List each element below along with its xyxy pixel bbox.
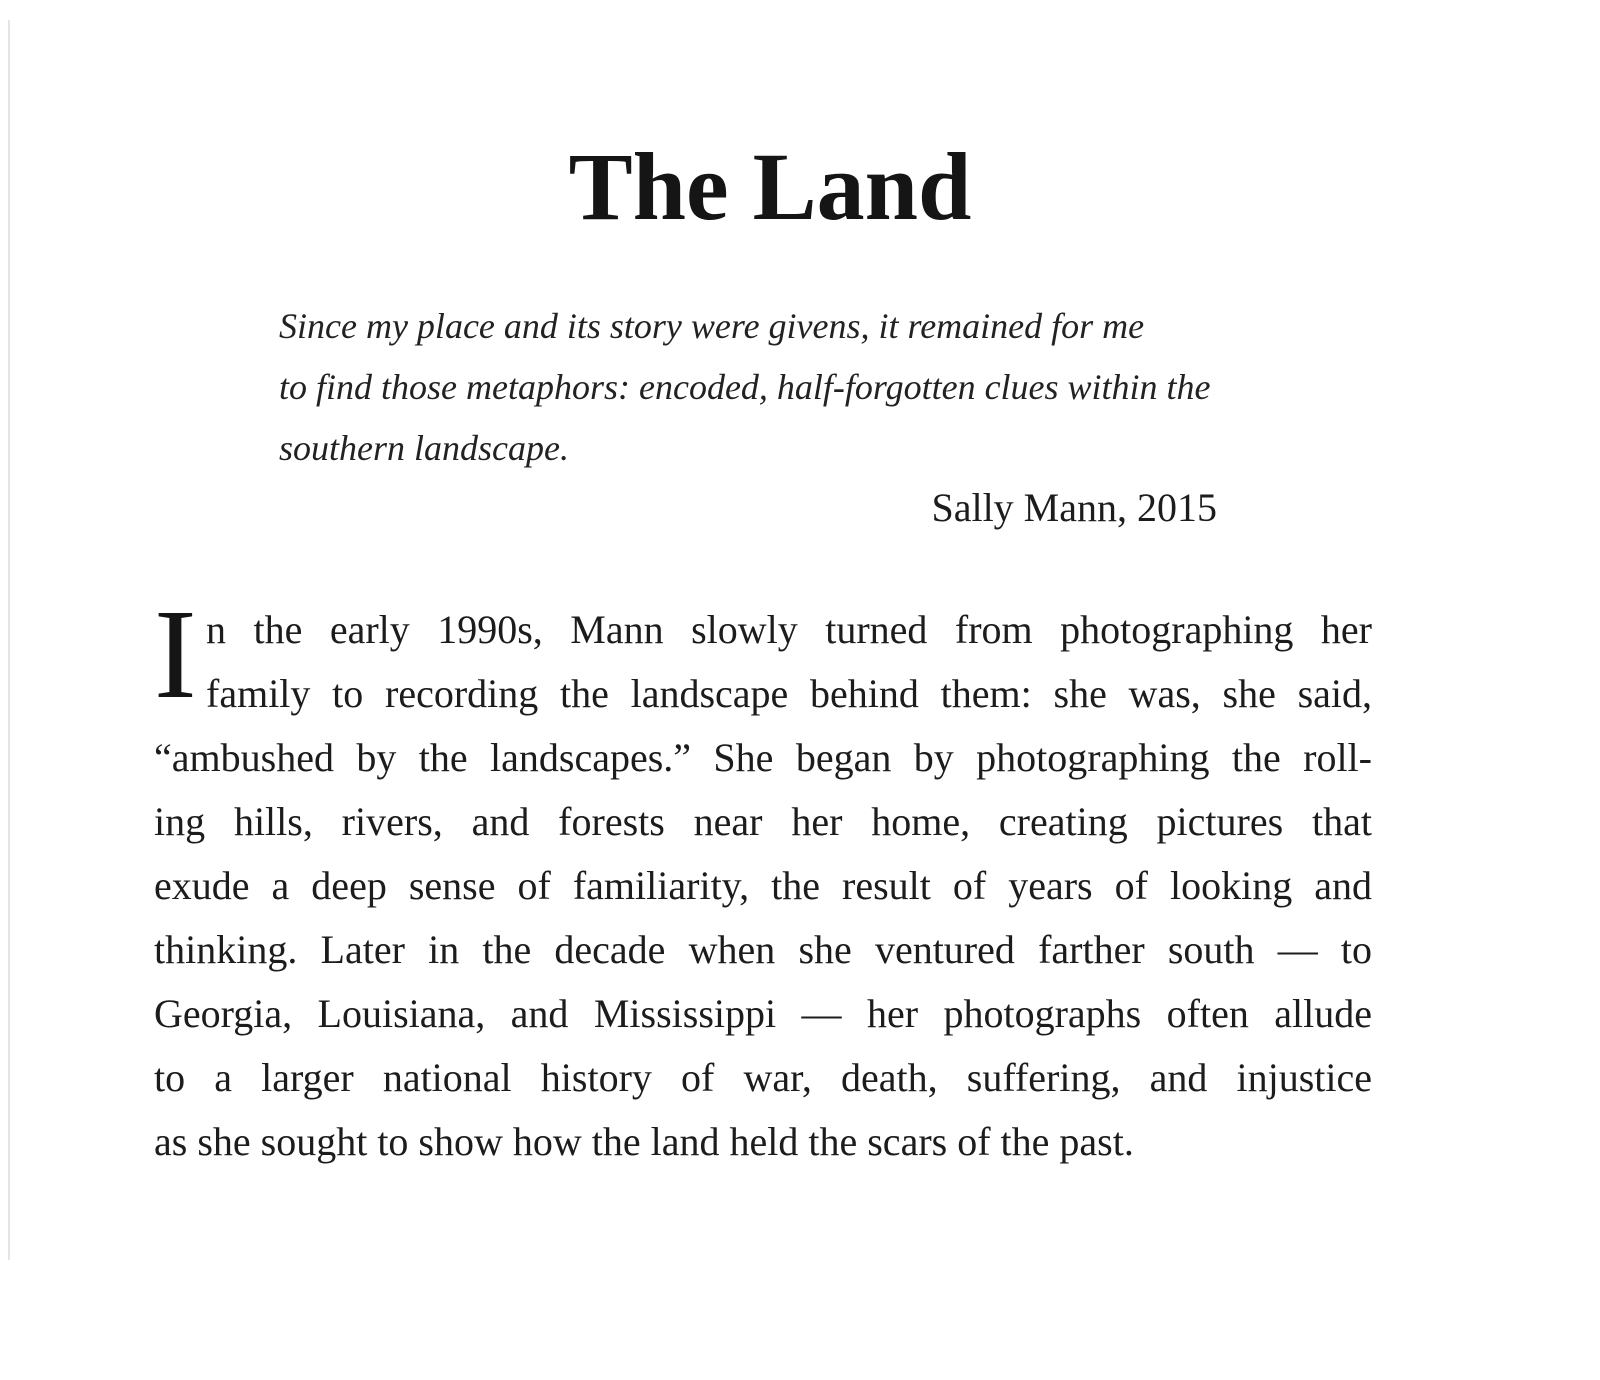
body-line: n the early 1990s, Mann slowly turned from photographing her [206,607,1372,652]
epigraph [279,296,1259,479]
epigraph-line: southern landscape. [279,428,569,468]
body-line: exude a deep sense of familiarity, the result of years of looking and [154,863,1372,908]
epigraph-line: Since my place and its story were givens, it remained for me [279,306,1145,346]
page-title: The Land [568,133,972,240]
body-paragraph [154,583,1372,1174]
body-line: “ambushed by the landscapes.” She began by photographing the roll- [154,735,1372,780]
body-line: to a larger national history of war, death, suffering, and injustice [154,1055,1372,1100]
body-line: thinking. Later in the decade when she ventured farther south — to [154,927,1372,972]
body-line: ing hills, rivers, and forests near her home, creating pictures that [154,799,1372,844]
drop-cap: I [154,583,197,725]
body-line: Georgia, Louisiana, and Mississippi — her photographs often allude [154,991,1372,1036]
body-line: as she sought to show how the land held the scars of the past. [154,1119,1134,1164]
epigraph-attribution: Sally Mann, 2015 [931,485,1217,530]
body-line: family to recording the landscape behind them: she was, she said, [206,671,1372,716]
epigraph-line: to find those metaphors: encoded, half-forgotten clues within the [279,367,1211,407]
